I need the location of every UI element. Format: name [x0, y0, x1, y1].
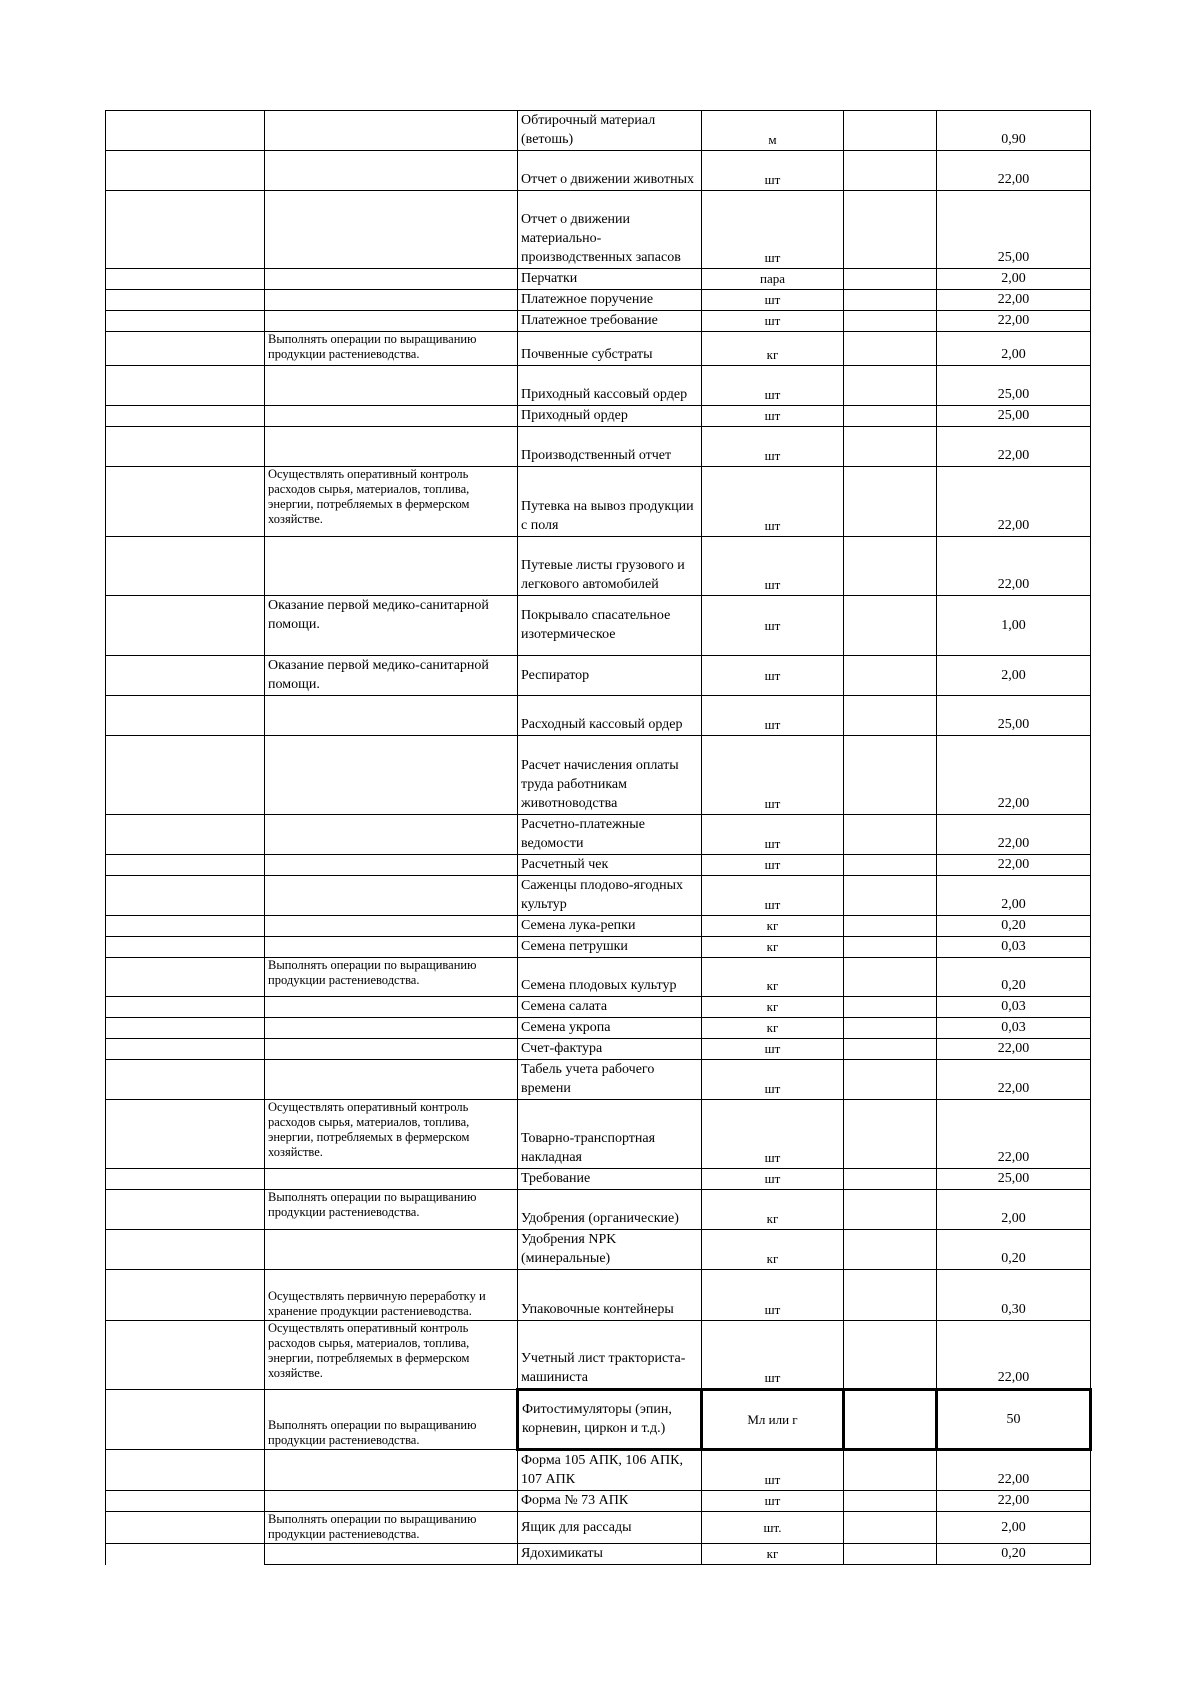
- table-row: [106, 1060, 1091, 1100]
- unit-cell: шт: [702, 736, 844, 815]
- quantity-cell: 22,00: [937, 467, 1091, 537]
- table-row: [106, 269, 1091, 290]
- empty-cell: [844, 290, 937, 311]
- empty-cell: [106, 855, 265, 876]
- empty-cell: [844, 332, 937, 366]
- item-name-cell: Форма № 73 АПК: [518, 1491, 702, 1512]
- empty-cell: [844, 151, 937, 191]
- operation-cell: [265, 1039, 518, 1060]
- operation-cell: [265, 111, 518, 151]
- operation-cell: Выполнять операции по выращиванию продукции растениеводства.: [265, 1512, 518, 1544]
- table-row: [106, 1039, 1091, 1060]
- unit-cell: шт: [702, 855, 844, 876]
- quantity-cell: 22,00: [937, 537, 1091, 596]
- operation-cell: [265, 696, 518, 736]
- item-name-cell: Ящик для рассады: [518, 1512, 702, 1544]
- operation-cell: Выполнять операции по выращиванию продукции растениеводства.: [265, 332, 518, 366]
- empty-cell: [844, 1491, 937, 1512]
- table-row: [106, 191, 1091, 269]
- quantity-cell: 22,00: [937, 1060, 1091, 1100]
- empty-cell: [844, 1230, 937, 1270]
- operation-cell: [265, 937, 518, 958]
- table-row: [106, 290, 1091, 311]
- operation-cell: [265, 406, 518, 427]
- item-name-cell: Семена салата: [518, 997, 702, 1018]
- empty-cell: [844, 916, 937, 937]
- item-name-cell: Семена укропа: [518, 1018, 702, 1039]
- table-row: [106, 958, 1091, 997]
- empty-cell: [106, 1100, 265, 1169]
- item-name-cell: Табель учета рабочего времени: [518, 1060, 702, 1100]
- empty-cell: [106, 1169, 265, 1190]
- item-name-cell: Почвенные субстраты: [518, 332, 702, 366]
- empty-cell: [844, 855, 937, 876]
- empty-cell: [844, 269, 937, 290]
- unit-cell: кг: [702, 997, 844, 1018]
- quantity-cell: 2,00: [937, 1190, 1091, 1230]
- empty-cell: [844, 958, 937, 997]
- operation-cell: Осуществлять оперативный контроль расходов сырья, материалов, топлива, энергии, потребляемых в фермерском хозяйстве.: [265, 1321, 518, 1390]
- empty-cell: [844, 537, 937, 596]
- operation-cell: [265, 1169, 518, 1190]
- unit-cell: шт: [702, 1491, 844, 1512]
- table-row: [106, 1450, 1091, 1491]
- unit-cell: кг: [702, 1018, 844, 1039]
- operation-cell: [265, 736, 518, 815]
- item-name-cell: Семена петрушки: [518, 937, 702, 958]
- empty-cell: [106, 1230, 265, 1270]
- quantity-cell: 2,00: [937, 332, 1091, 366]
- empty-cell: [106, 876, 265, 916]
- table-row: [106, 916, 1091, 937]
- empty-cell: [844, 1321, 937, 1390]
- table-row: [106, 1018, 1091, 1039]
- quantity-cell: 22,00: [937, 855, 1091, 876]
- operation-cell: [265, 1544, 518, 1565]
- item-name-cell: Требование: [518, 1169, 702, 1190]
- empty-cell: [106, 656, 265, 696]
- empty-cell: [844, 406, 937, 427]
- empty-cell: [106, 366, 265, 406]
- operation-cell: Выполнять операции по выращиванию продукции растениеводства.: [265, 1390, 518, 1450]
- unit-cell: шт: [702, 1270, 844, 1321]
- empty-cell: [106, 332, 265, 366]
- empty-cell: [844, 696, 937, 736]
- unit-cell: шт: [702, 1169, 844, 1190]
- operation-cell: Выполнять операции по выращиванию продукции растениеводства.: [265, 958, 518, 997]
- empty-cell: [844, 736, 937, 815]
- table-row: [106, 1100, 1091, 1169]
- quantity-cell: 2,00: [937, 1512, 1091, 1544]
- quantity-cell: 22,00: [937, 1321, 1091, 1390]
- item-name-cell: Приходный кассовый ордер: [518, 366, 702, 406]
- unit-cell: шт: [702, 696, 844, 736]
- empty-cell: [844, 1450, 937, 1491]
- unit-cell: кг: [702, 1230, 844, 1270]
- item-name-cell: Упаковочные контейнеры: [518, 1270, 702, 1321]
- quantity-cell: 25,00: [937, 366, 1091, 406]
- quantity-cell: 22,00: [937, 736, 1091, 815]
- quantity-cell: 0,20: [937, 1230, 1091, 1270]
- empty-cell: [844, 311, 937, 332]
- table-row: [106, 1321, 1091, 1390]
- quantity-cell: 0,20: [937, 916, 1091, 937]
- item-name-cell: Форма 105 АПК, 106 АПК, 107 АПК: [518, 1450, 702, 1491]
- empty-cell: [844, 427, 937, 467]
- empty-cell: [844, 191, 937, 269]
- table-row: [106, 537, 1091, 596]
- unit-cell: шт: [702, 815, 844, 855]
- item-name-cell: Отчет о движении животных: [518, 151, 702, 191]
- table-row: [106, 427, 1091, 467]
- unit-cell: кг: [702, 1190, 844, 1230]
- unit-cell: шт: [702, 467, 844, 537]
- empty-cell: [844, 366, 937, 406]
- empty-cell: [844, 1190, 937, 1230]
- operation-cell: [265, 151, 518, 191]
- table-row: [106, 696, 1091, 736]
- unit-cell: Мл или г: [702, 1390, 844, 1450]
- empty-cell: [844, 876, 937, 916]
- table-row: [106, 855, 1091, 876]
- table-row: [106, 1270, 1091, 1321]
- empty-cell: [106, 1018, 265, 1039]
- table-row: [106, 1169, 1091, 1190]
- unit-cell: шт: [702, 537, 844, 596]
- empty-cell: [106, 1544, 265, 1565]
- operation-cell: Оказание первой медико-санитарной помощи.: [265, 656, 518, 696]
- quantity-cell: 0,03: [937, 997, 1091, 1018]
- empty-cell: [106, 191, 265, 269]
- empty-cell: [844, 1018, 937, 1039]
- table-row: [106, 406, 1091, 427]
- table-row: [106, 656, 1091, 696]
- unit-cell: шт: [702, 656, 844, 696]
- quantity-cell: 25,00: [937, 191, 1091, 269]
- table-row: [106, 1230, 1091, 1270]
- quantity-cell: 22,00: [937, 1100, 1091, 1169]
- item-name-cell: Покрывало спасательное изотермическое: [518, 596, 702, 656]
- item-name-cell: Обтирочный материал (ветошь): [518, 111, 702, 151]
- unit-cell: шт: [702, 1321, 844, 1390]
- quantity-cell: 25,00: [937, 406, 1091, 427]
- operation-cell: [265, 366, 518, 406]
- table-row: [106, 876, 1091, 916]
- operation-cell: [265, 1491, 518, 1512]
- item-name-cell: Путевка на вывоз продукции с поля: [518, 467, 702, 537]
- unit-cell: шт: [702, 427, 844, 467]
- item-name-cell: Путевые листы грузового и легкового автомобилей: [518, 537, 702, 596]
- quantity-cell: 22,00: [937, 1491, 1091, 1512]
- operation-cell: [265, 876, 518, 916]
- item-name-cell: Приходный ордер: [518, 406, 702, 427]
- operation-cell: [265, 537, 518, 596]
- operation-cell: [265, 855, 518, 876]
- unit-cell: шт: [702, 406, 844, 427]
- empty-cell: [844, 1169, 937, 1190]
- item-name-cell: Расчетный чек: [518, 855, 702, 876]
- item-name-cell: Расчет начисления оплаты труда работникам животноводства: [518, 736, 702, 815]
- item-name-cell: Платежное поручение: [518, 290, 702, 311]
- unit-cell: шт: [702, 290, 844, 311]
- empty-cell: [106, 916, 265, 937]
- quantity-cell: 0,20: [937, 958, 1091, 997]
- empty-cell: [106, 1450, 265, 1491]
- unit-cell: пара: [702, 269, 844, 290]
- empty-cell: [844, 1544, 937, 1565]
- empty-cell: [106, 427, 265, 467]
- quantity-cell: 1,00: [937, 596, 1091, 656]
- operation-cell: [265, 311, 518, 332]
- operation-cell: [265, 1450, 518, 1491]
- quantity-cell: 22,00: [937, 151, 1091, 191]
- empty-cell: [844, 1270, 937, 1321]
- operation-cell: Осуществлять оперативный контроль расходов сырья, материалов, топлива, энергии, потребляемых в фермерском хозяйстве.: [265, 1100, 518, 1169]
- empty-cell: [106, 311, 265, 332]
- empty-cell: [844, 1512, 937, 1544]
- item-name-cell: Удобрения NPK (минеральные): [518, 1230, 702, 1270]
- unit-cell: шт: [702, 1100, 844, 1169]
- operation-cell: [265, 1230, 518, 1270]
- quantity-cell: 22,00: [937, 311, 1091, 332]
- empty-cell: [106, 1491, 265, 1512]
- empty-cell: [844, 1100, 937, 1169]
- operation-cell: [265, 290, 518, 311]
- unit-cell: кг: [702, 937, 844, 958]
- quantity-cell: 2,00: [937, 876, 1091, 916]
- empty-cell: [106, 1190, 265, 1230]
- table-row: [106, 596, 1091, 656]
- table-row: [106, 997, 1091, 1018]
- table-row: [106, 815, 1091, 855]
- item-name-cell: Отчет о движении материально-производственных запасов: [518, 191, 702, 269]
- quantity-cell: 0,03: [937, 1018, 1091, 1039]
- empty-cell: [844, 997, 937, 1018]
- quantity-cell: 22,00: [937, 1039, 1091, 1060]
- quantity-cell: 0,90: [937, 111, 1091, 151]
- table-row: [106, 1512, 1091, 1544]
- empty-cell: [844, 1390, 937, 1450]
- item-name-cell: Расчетно-платежные ведомости: [518, 815, 702, 855]
- empty-cell: [844, 815, 937, 855]
- quantity-cell: 22,00: [937, 1450, 1091, 1491]
- table-row: [106, 366, 1091, 406]
- empty-cell: [106, 997, 265, 1018]
- unit-cell: шт: [702, 876, 844, 916]
- unit-cell: шт: [702, 366, 844, 406]
- quantity-cell: 50: [937, 1390, 1091, 1450]
- unit-cell: кг: [702, 958, 844, 997]
- empty-cell: [106, 467, 265, 537]
- item-name-cell: Ядохимикаты: [518, 1544, 702, 1565]
- unit-cell: шт: [702, 311, 844, 332]
- empty-cell: [844, 937, 937, 958]
- table-row: [106, 1544, 1091, 1565]
- table-row: [106, 151, 1091, 191]
- item-name-cell: Товарно-транспортная накладная: [518, 1100, 702, 1169]
- quantity-cell: 2,00: [937, 656, 1091, 696]
- item-name-cell: Перчатки: [518, 269, 702, 290]
- empty-cell: [106, 269, 265, 290]
- empty-cell: [106, 406, 265, 427]
- materials-table: [105, 110, 1092, 1565]
- empty-cell: [844, 1060, 937, 1100]
- item-name-cell: Семена плодовых культур: [518, 958, 702, 997]
- unit-cell: шт: [702, 596, 844, 656]
- unit-cell: кг: [702, 1544, 844, 1565]
- operation-cell: [265, 1060, 518, 1100]
- empty-cell: [106, 596, 265, 656]
- item-name-cell: Платежное требование: [518, 311, 702, 332]
- table-row: [106, 332, 1091, 366]
- item-name-cell: Счет-фактура: [518, 1039, 702, 1060]
- item-name-cell: Производственный отчет: [518, 427, 702, 467]
- operation-cell: [265, 427, 518, 467]
- quantity-cell: 0,03: [937, 937, 1091, 958]
- operation-cell: [265, 997, 518, 1018]
- empty-cell: [106, 1390, 265, 1450]
- item-name-cell: Саженцы плодово-ягодных культур: [518, 876, 702, 916]
- unit-cell: шт: [702, 1060, 844, 1100]
- table-row: [106, 467, 1091, 537]
- empty-cell: [106, 1321, 265, 1390]
- quantity-cell: 2,00: [937, 269, 1091, 290]
- item-name-cell: Фитостимуляторы (эпин, корневин, циркон и т.д.): [518, 1390, 702, 1450]
- quantity-cell: 0,30: [937, 1270, 1091, 1321]
- item-name-cell: Учетный лист тракториста-машиниста: [518, 1321, 702, 1390]
- table-row: [106, 1190, 1091, 1230]
- table-row: [106, 311, 1091, 332]
- empty-cell: [844, 467, 937, 537]
- quantity-cell: 0,20: [937, 1544, 1091, 1565]
- empty-cell: [106, 1270, 265, 1321]
- unit-cell: м: [702, 111, 844, 151]
- operation-cell: [265, 1018, 518, 1039]
- operation-cell: [265, 269, 518, 290]
- operation-cell: Осуществлять первичную переработку и хранение продукции растениеводства.: [265, 1270, 518, 1321]
- empty-cell: [844, 1039, 937, 1060]
- table-row: [106, 1491, 1091, 1512]
- quantity-cell: 25,00: [937, 696, 1091, 736]
- unit-cell: шт: [702, 1039, 844, 1060]
- item-name-cell: Респиратор: [518, 656, 702, 696]
- table-row: [106, 736, 1091, 815]
- table-row-highlighted: [106, 1390, 1091, 1450]
- operation-cell: [265, 191, 518, 269]
- unit-cell: шт: [702, 191, 844, 269]
- empty-cell: [106, 111, 265, 151]
- table-row: [106, 937, 1091, 958]
- empty-cell: [106, 736, 265, 815]
- quantity-cell: 22,00: [937, 815, 1091, 855]
- table-row: [106, 111, 1091, 151]
- unit-cell: кг: [702, 332, 844, 366]
- empty-cell: [844, 111, 937, 151]
- unit-cell: кг: [702, 916, 844, 937]
- operation-cell: Выполнять операции по выращиванию продукции растениеводства.: [265, 1190, 518, 1230]
- empty-cell: [106, 696, 265, 736]
- empty-cell: [106, 537, 265, 596]
- empty-cell: [844, 656, 937, 696]
- empty-cell: [106, 815, 265, 855]
- empty-cell: [106, 151, 265, 191]
- operation-cell: [265, 815, 518, 855]
- empty-cell: [106, 958, 265, 997]
- item-name-cell: Семена лука-репки: [518, 916, 702, 937]
- empty-cell: [106, 1039, 265, 1060]
- quantity-cell: 25,00: [937, 1169, 1091, 1190]
- empty-cell: [106, 1512, 265, 1544]
- unit-cell: шт.: [702, 1512, 844, 1544]
- item-name-cell: Удобрения (органические): [518, 1190, 702, 1230]
- item-name-cell: Расходный кассовый ордер: [518, 696, 702, 736]
- operation-cell: [265, 916, 518, 937]
- empty-cell: [106, 290, 265, 311]
- materials-table-sheet: [105, 110, 1089, 1565]
- empty-cell: [106, 937, 265, 958]
- operation-cell: Осуществлять оперативный контроль расходов сырья, материалов, топлива, энергии, потребляемых в фермерском хозяйстве.: [265, 467, 518, 537]
- empty-cell: [106, 1060, 265, 1100]
- operation-cell: Оказание первой медико-санитарной помощи.: [265, 596, 518, 656]
- quantity-cell: 22,00: [937, 427, 1091, 467]
- quantity-cell: 22,00: [937, 290, 1091, 311]
- unit-cell: шт: [702, 151, 844, 191]
- unit-cell: шт: [702, 1450, 844, 1491]
- empty-cell: [844, 596, 937, 656]
